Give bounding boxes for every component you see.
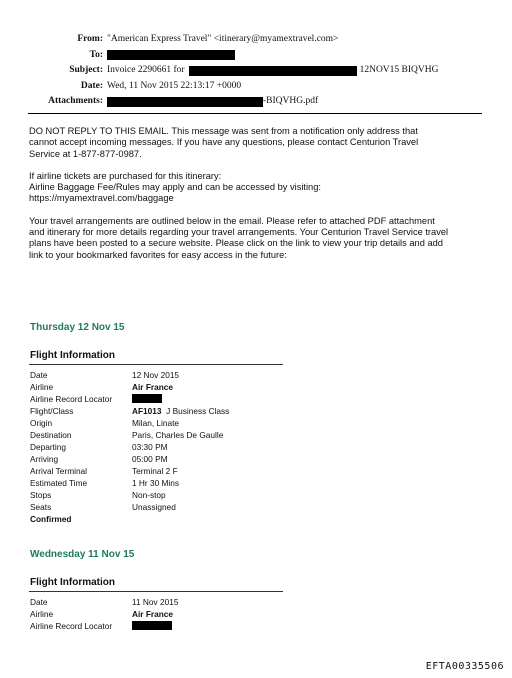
- from-label: From:: [77, 34, 103, 44]
- attachments-label: Attachments:: [48, 96, 103, 106]
- redaction-bar: [107, 50, 235, 60]
- flight-row: [30, 596, 178, 608]
- flight-details-table: [30, 369, 229, 525]
- from-row: [0, 32, 512, 48]
- redaction-bar: [189, 66, 357, 76]
- date-label: Date:: [80, 80, 103, 91]
- booking-status: Confirmed: [30, 514, 72, 524]
- flight-row: [30, 441, 229, 453]
- field-value: J Business Class: [166, 406, 230, 416]
- redaction-bar: [107, 97, 263, 107]
- flight-row: [30, 513, 229, 525]
- field-value: 1 Hr 30 Mins: [132, 478, 180, 488]
- field-value: 12 Nov 2015: [132, 370, 180, 380]
- email-body: [29, 126, 489, 272]
- section-title: Flight Information: [30, 350, 115, 361]
- field-label: Airline: [30, 382, 54, 392]
- flight-row: [30, 465, 229, 477]
- to-label: To:: [89, 49, 103, 60]
- subject-label: Subject:: [69, 65, 103, 75]
- redaction-bar: [132, 394, 162, 403]
- flight-row: [30, 453, 229, 465]
- section-divider: [29, 364, 283, 365]
- redaction-bar: [132, 621, 172, 630]
- field-label: Estimated Time: [30, 478, 88, 488]
- arrangements-notice: Your travel arrangements are outlined below in the email. Please refer to attached PDF attachment and itinerary for more details regarding your travel arrangements. Your Centurion Travel Service travel plans have been posted to a secure website. Please click on the link to view your trip details and add link to your bookmarked favorites for easy access in the future:: [29, 215, 449, 260]
- section-title: Flight Information: [30, 577, 115, 588]
- flight-details-table: [30, 596, 178, 632]
- header-divider: [28, 113, 482, 114]
- field-label: Date: [30, 370, 48, 380]
- field-label: Airline Record Locator: [30, 621, 113, 631]
- flight-row: [30, 405, 229, 417]
- field-label: Arriving: [30, 454, 59, 464]
- flight-row: [30, 501, 229, 513]
- no-reply-notice: DO NOT REPLY TO THIS EMAIL. This message was sent from a notification only address that cannot accept incoming messages. If you have any questions, please contact Centurion Travel Service at 1-877-877-0987.: [29, 126, 419, 159]
- attachments-row: [0, 94, 512, 110]
- flight-row: [30, 369, 229, 381]
- subject-prefix: Invoice 2290661 for: [107, 65, 185, 75]
- flight-row: [30, 489, 229, 501]
- field-value: Air France: [132, 382, 174, 392]
- field-value: Paris, Charles De Gaulle: [132, 430, 224, 440]
- field-value: 11 Nov 2015: [132, 597, 179, 607]
- subject-row: [0, 63, 512, 79]
- field-value: Air France: [132, 609, 174, 619]
- date-row: [0, 79, 512, 95]
- attachment-filename[interactable]: -BIQVHG.pdf: [263, 96, 319, 106]
- email-header: [0, 32, 512, 110]
- field-label: Airline: [30, 609, 54, 619]
- field-label: Flight/Class: [30, 406, 74, 416]
- day-heading: Wednesday 11 Nov 15: [30, 549, 135, 560]
- field-value: Milan, Linate: [132, 418, 180, 428]
- from-value: "American Express Travel" <itinerary@myamextravel.com>: [107, 34, 339, 44]
- field-label: Seats: [30, 502, 52, 512]
- field-label: Departing: [30, 442, 66, 452]
- field-label: Stops: [30, 490, 52, 500]
- field-label: Date: [30, 597, 48, 607]
- date-value: Wed, 11 Nov 2015 22:13:17 +0000: [107, 80, 242, 91]
- field-label: Arrival Terminal: [30, 466, 88, 476]
- field-label: Destination: [30, 430, 72, 440]
- baggage-notice: If airline tickets are purchased for this itinerary: Airline Baggage Fee/Rules may apply and can be accessed by visiting: https://myamextravel.com/baggage: [29, 170, 321, 204]
- flight-row: [30, 608, 178, 620]
- field-value: 03:30 PM: [132, 442, 168, 452]
- flight-row: [30, 381, 229, 393]
- document-id: EFTA00335506: [425, 661, 504, 672]
- field-value: Non-stop: [132, 490, 166, 500]
- day-heading: Thursday 12 Nov 15: [30, 322, 125, 333]
- flight-row: [30, 417, 229, 429]
- to-row: [0, 48, 512, 64]
- field-value: 05:00 PM: [132, 454, 168, 464]
- flight-row: [30, 620, 178, 632]
- flight-row: [30, 393, 229, 405]
- subject-suffix: 12NOV15 BIQVHG: [359, 65, 439, 75]
- section-divider: [29, 591, 283, 592]
- field-label: Airline Record Locator: [30, 394, 113, 404]
- flight-number: AF1013: [132, 406, 162, 416]
- flight-row: [30, 429, 229, 441]
- field-label: Origin: [30, 418, 53, 428]
- field-value: Terminal 2 F: [132, 466, 178, 476]
- field-value: Unassigned: [132, 502, 176, 512]
- flight-row: [30, 477, 229, 489]
